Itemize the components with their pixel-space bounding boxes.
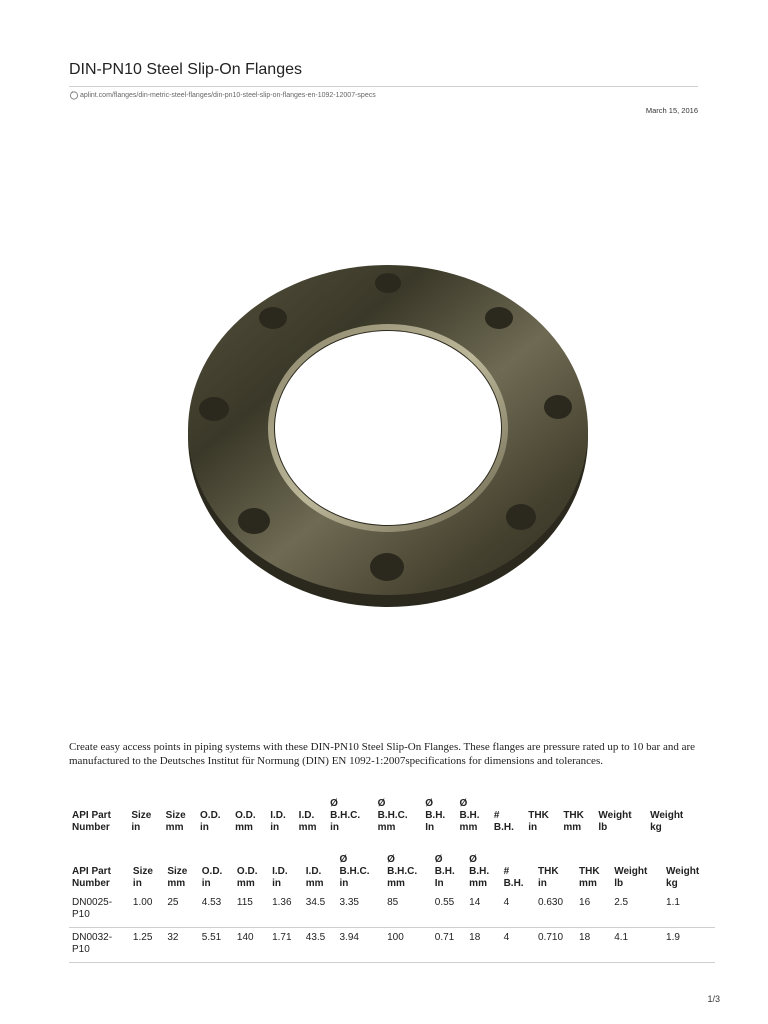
table-cell: 1.00 bbox=[132, 897, 153, 908]
spec-header-table bbox=[69, 796, 699, 836]
spec-table-header-2: Size mm bbox=[167, 866, 188, 889]
top-table-header-2: Size mm bbox=[165, 810, 186, 833]
top-table-header-10: Ø B.H. mm bbox=[459, 798, 480, 833]
spec-table-header-0: API Part Number bbox=[72, 866, 111, 889]
spec-table-header-12: THK in bbox=[537, 866, 559, 889]
link-icon bbox=[69, 90, 79, 100]
spec-table-header-4: O.D. mm bbox=[236, 866, 258, 889]
top-table-header-5: I.D. in bbox=[270, 810, 286, 833]
spec-table-header-14: Weight lb bbox=[614, 866, 648, 889]
table-cell: 140 bbox=[236, 932, 254, 943]
spec-table-header-1: Size in bbox=[132, 866, 153, 889]
top-table-header-15: Weight kg bbox=[650, 810, 684, 833]
table-cell: 18 bbox=[469, 932, 481, 943]
page-date: March 15, 2016 bbox=[645, 106, 698, 115]
table-cell: 0.55 bbox=[434, 897, 455, 908]
table-cell: 1.9 bbox=[666, 932, 680, 943]
table-cell: 32 bbox=[167, 932, 179, 943]
top-table-header-6: I.D. mm bbox=[298, 810, 317, 833]
table-cell: 0.630 bbox=[537, 897, 564, 908]
table-cell: 43.5 bbox=[305, 932, 326, 943]
table-cell: 1.71 bbox=[272, 932, 292, 943]
top-table-header-14: Weight lb bbox=[598, 810, 632, 833]
table-row bbox=[69, 928, 715, 963]
top-table-header-7: Ø B.H.C. in bbox=[330, 798, 361, 833]
table-cell: 1.1 bbox=[666, 897, 680, 908]
top-table-header-4: O.D. mm bbox=[235, 810, 256, 833]
spec-table-header-9: Ø B.H. In bbox=[434, 854, 455, 889]
spec-table-header-13: THK mm bbox=[579, 866, 600, 889]
table-cell: DN0025- P10 bbox=[72, 897, 113, 920]
top-table-header-8: Ø B.H.C. mm bbox=[377, 798, 408, 833]
table-cell: 85 bbox=[387, 897, 399, 908]
spec-table-header-3: O.D. in bbox=[201, 866, 223, 889]
page-number: 1/3 bbox=[707, 994, 720, 1004]
table-cell: DN0032- P10 bbox=[72, 932, 113, 955]
top-table-header-9: Ø B.H. In bbox=[425, 798, 446, 833]
table-cell: 115 bbox=[236, 897, 253, 908]
table-cell: 0.710 bbox=[537, 932, 564, 943]
top-table-header-12: THK in bbox=[528, 810, 549, 833]
page-title: DIN-PN10 Steel Slip-On Flanges bbox=[69, 61, 302, 78]
table-cell: 4 bbox=[503, 897, 510, 908]
table-cell: 4.1 bbox=[614, 932, 629, 943]
spec-table-header-7: Ø B.H.C. in bbox=[339, 854, 370, 889]
table-cell: 5.51 bbox=[201, 932, 222, 943]
table-cell: 1.36 bbox=[272, 897, 292, 908]
product-description: Create easy access points in piping systems with these DIN-PN10 Steel Slip-On Flanges. These flanges are pressure rated up to 10 bar and are manufactured to the Deutsches Institut für Normung (DIN) EN 1092-1:2007specifications for dimensions and tolerances. bbox=[69, 741, 696, 767]
source-url-row[interactable] bbox=[69, 89, 698, 101]
spec-table-header-6: I.D. mm bbox=[305, 866, 324, 889]
table-cell: 34.5 bbox=[305, 897, 326, 908]
table-cell: 3.94 bbox=[339, 932, 359, 943]
source-url[interactable]: aplint.com/flanges/din-metric-steel-flanges/din-pn10-steel-slip-on-flanges-en-1092-12007-specs bbox=[80, 91, 376, 99]
table-cell: 100 bbox=[387, 932, 404, 943]
top-table-header-13: THK mm bbox=[563, 810, 584, 833]
table-cell: 0.71 bbox=[434, 932, 455, 943]
top-table-header-3: O.D. in bbox=[200, 810, 221, 833]
table-cell: 18 bbox=[579, 932, 591, 943]
table-cell: 25 bbox=[167, 897, 179, 908]
title-divider bbox=[69, 86, 698, 87]
table-cell: 4.53 bbox=[201, 897, 222, 908]
table-cell: 16 bbox=[579, 897, 591, 908]
table-cell: 4 bbox=[503, 932, 510, 943]
spec-table bbox=[69, 852, 715, 963]
table-cell: 1.25 bbox=[132, 932, 153, 943]
spec-table-header-8: Ø B.H.C. mm bbox=[387, 854, 418, 889]
spec-table-header-5: I.D. in bbox=[272, 866, 288, 889]
table-row bbox=[69, 892, 715, 928]
top-table-header-11: # B.H. bbox=[493, 810, 514, 833]
table-cell: 2.5 bbox=[614, 897, 629, 908]
table-cell: 14 bbox=[469, 897, 481, 908]
table-cell: 3.35 bbox=[339, 897, 359, 908]
flange-photo bbox=[185, 265, 590, 610]
spec-table-header-10: Ø B.H. mm bbox=[469, 854, 490, 889]
top-table-header-0: API Part Number bbox=[72, 810, 111, 833]
top-table-header-1: Size in bbox=[131, 810, 152, 833]
spec-table-header-15: Weight kg bbox=[666, 866, 700, 889]
spec-table-header-11: # B.H. bbox=[503, 866, 524, 889]
